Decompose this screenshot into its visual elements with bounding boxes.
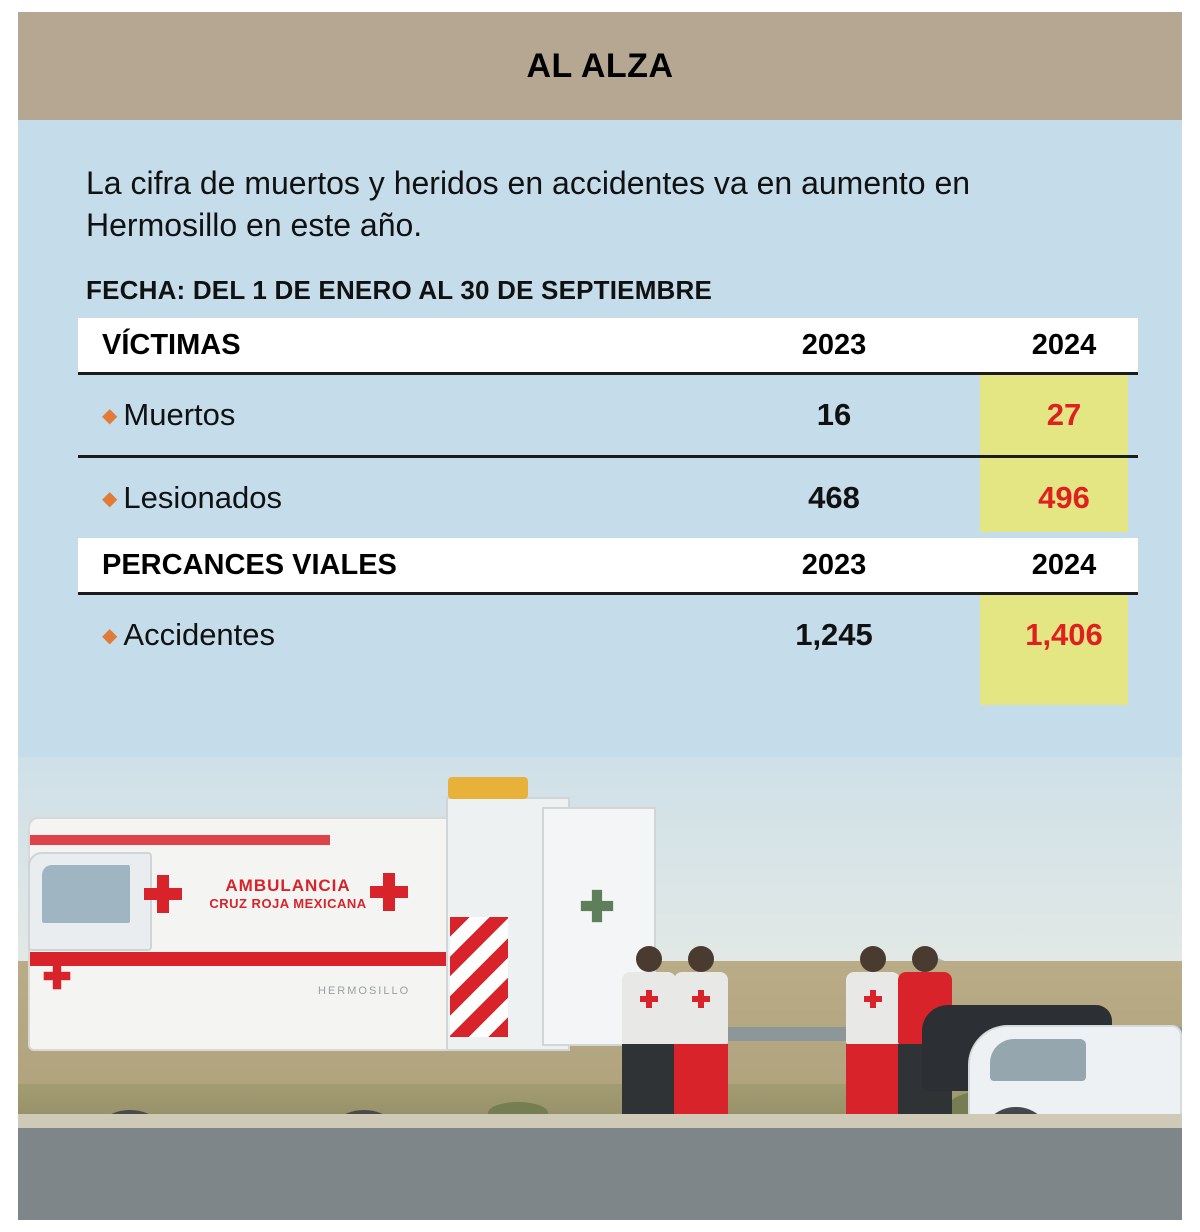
- row-label-muertos: [78, 374, 678, 457]
- paramedic-figure: [674, 946, 728, 1128]
- table-row: [78, 594, 1138, 676]
- white-car-window: [990, 1039, 1086, 1081]
- red-cross-icon: [44, 963, 71, 990]
- ambulance-upper-stripe: [30, 835, 330, 845]
- row-label-lesionados: [78, 457, 678, 539]
- green-cross-icon: [581, 890, 613, 922]
- date-range-label: FECHA: DEL 1 DE ENERO AL 30 DE SEPTIEMBRE: [86, 275, 713, 305]
- section-year-2024: 2024: [990, 318, 1138, 374]
- figure-head: [912, 946, 938, 972]
- red-cross-icon: [144, 875, 182, 913]
- table-section-header-victims: [78, 318, 1138, 374]
- red-cross-icon: [640, 990, 658, 1008]
- ambulance-light-bar: [448, 777, 528, 799]
- stats-table-wrap: [78, 318, 1138, 675]
- lesionados-2024-value: 496: [990, 457, 1138, 539]
- muertos-2023-value: 16: [678, 374, 990, 457]
- figure-torso: [674, 972, 728, 1044]
- row-label-text: Muertos: [123, 397, 236, 432]
- figure-torso: [846, 972, 900, 1044]
- ambulance-door-chevrons: [450, 917, 508, 1037]
- section2-year-2023: 2023: [678, 538, 990, 594]
- figure-head: [636, 946, 662, 972]
- table-section-header-percances: [78, 538, 1138, 594]
- stats-table: [78, 318, 1138, 675]
- diamond-bullet-icon: ◆: [102, 405, 118, 427]
- section-label-percances: PERCANCES VIALES: [78, 538, 678, 594]
- section-year-2023: 2023: [678, 318, 990, 374]
- lesionados-2023-value: 468: [678, 457, 990, 539]
- header-band: [18, 12, 1182, 120]
- figure-torso: [622, 972, 676, 1044]
- ambulance-stripe: [30, 952, 456, 966]
- red-cross-icon: [692, 990, 710, 1008]
- accidentes-2023-value: 1,245: [678, 594, 990, 676]
- ambulance-city-tag: HERMOSILLO: [318, 985, 411, 997]
- figure-head: [860, 946, 886, 972]
- ambulance-window: [42, 865, 130, 923]
- road-surface: [18, 1128, 1182, 1220]
- table-row: [78, 374, 1138, 457]
- section-label-victims: VÍCTIMAS: [78, 318, 678, 374]
- accidentes-2024-value: 1,406: [990, 594, 1138, 676]
- stats-content: [18, 120, 1182, 740]
- lede-paragraph: La cifra de muertos y heridos en accidentes va en aumento en Hermosillo en este año.: [86, 165, 971, 244]
- section2-year-2024: 2024: [990, 538, 1138, 594]
- row-label-text: Accidentes: [123, 617, 276, 652]
- table-row: [78, 457, 1138, 539]
- page-title: AL ALZA: [526, 46, 674, 85]
- muertos-2024-value: 27: [990, 374, 1138, 457]
- accident-scene-photo: [18, 757, 1182, 1220]
- ambulance-lettering: [178, 875, 398, 913]
- diamond-bullet-icon: ◆: [102, 488, 118, 510]
- row-label-accidentes: [78, 594, 678, 676]
- ambulance-org: CRUZ ROJA MEXICANA: [209, 896, 367, 912]
- red-cross-icon: [864, 990, 882, 1008]
- paramedic-figure: [622, 946, 676, 1128]
- row-label-text: Lesionados: [123, 480, 282, 515]
- paramedic-figure: [846, 946, 900, 1128]
- diamond-bullet-icon: ◆: [102, 625, 118, 647]
- figure-head: [688, 946, 714, 972]
- ambulance-word: AMBULANCIA: [225, 876, 351, 895]
